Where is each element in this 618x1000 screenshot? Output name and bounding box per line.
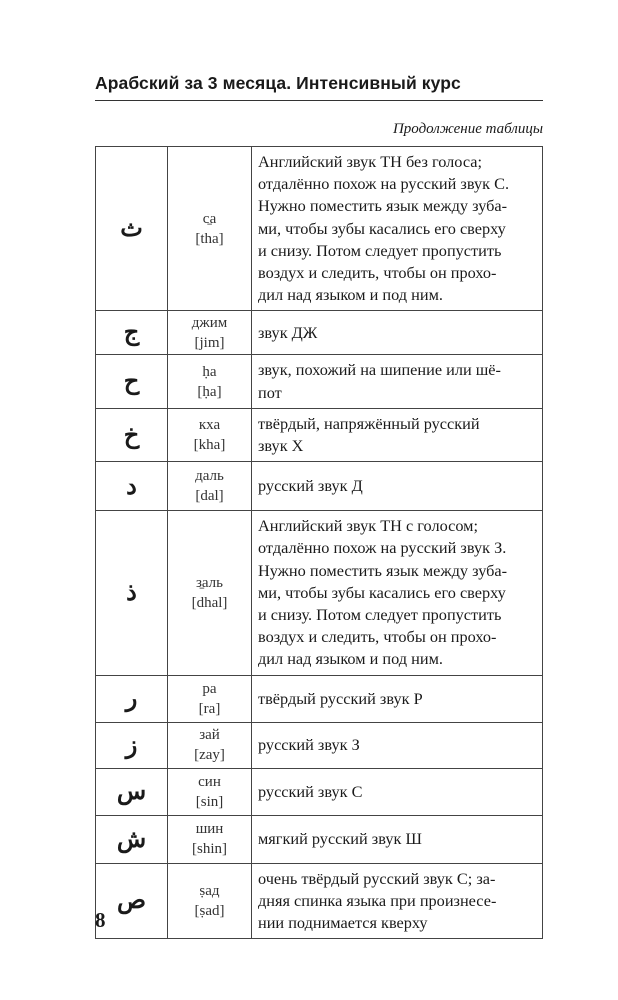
- letter-name-cell: [168, 675, 252, 722]
- letter-transliteration: [zay]: [194, 747, 225, 764]
- arabic-letter: ص: [96, 863, 168, 939]
- table-row: [96, 863, 543, 939]
- sound-description: [252, 408, 543, 461]
- header-rule: [95, 100, 543, 101]
- letter-name: зай: [199, 727, 220, 744]
- description-line: воздух и следить, чтобы он прохо-: [258, 627, 497, 647]
- letter-name: ḥa: [202, 363, 217, 380]
- letter-transliteration: [jim]: [194, 334, 225, 351]
- table-row: [96, 768, 543, 815]
- sound-description: [252, 768, 543, 815]
- arabic-alphabet-table: [95, 146, 543, 939]
- letter-transliteration: [kha]: [193, 437, 226, 454]
- letter-name: з̱аль: [195, 574, 224, 591]
- letter-transliteration: [dal]: [195, 488, 224, 505]
- letter-name-cell: [168, 511, 252, 675]
- table-row: [96, 815, 543, 863]
- letter-name: джим: [191, 314, 228, 331]
- description-line: Английский звук TH без голоса;: [258, 152, 483, 171]
- table-row: [96, 147, 543, 311]
- arabic-letter: ذ: [96, 511, 168, 675]
- description-line: и снизу. Потом следует пропустить: [258, 605, 502, 625]
- description-line: отдалённо похож на русский звук С.: [258, 174, 510, 194]
- letter-name-cell: [168, 815, 252, 863]
- table-row: [96, 675, 543, 722]
- letter-name-cell: [168, 355, 252, 408]
- arabic-letter: ز: [96, 722, 168, 768]
- description-line: звук, похожий на шипение или шё-: [258, 360, 501, 380]
- table-row: [96, 355, 543, 408]
- description-line: звук Х: [258, 436, 304, 456]
- sound-description: [252, 311, 543, 355]
- arabic-letter: د: [96, 462, 168, 511]
- sound-description: [252, 355, 543, 408]
- sound-description: [252, 511, 543, 675]
- letter-name: син: [198, 773, 221, 790]
- description-line: дняя спинка языка при произнесе-: [258, 890, 497, 910]
- description-line: Английский звук TH с голосом;: [258, 516, 479, 536]
- description-line: ми, чтобы зубы касались его сверху: [258, 218, 506, 238]
- arabic-letter: ح: [96, 355, 168, 408]
- letter-name-cell: [168, 147, 252, 311]
- description-line: звук ДЖ: [258, 322, 318, 342]
- arabic-letter: خ: [96, 408, 168, 461]
- description-line: воздух и следить, чтобы он прохо-: [258, 263, 497, 283]
- description-line: мягкий русский звук Ш: [258, 829, 422, 849]
- description-line: твёрдый, напряжённый русский: [258, 413, 480, 433]
- table-row: [96, 408, 543, 461]
- letter-name: шин: [195, 821, 224, 838]
- arabic-letter: ج: [96, 311, 168, 355]
- description-line: очень твёрдый русский звук С; за-: [258, 868, 496, 888]
- letter-name: ра: [202, 680, 217, 697]
- description-line: русский звук С: [258, 781, 363, 801]
- letter-transliteration: [dhal]: [191, 594, 228, 611]
- letter-transliteration: [shin]: [192, 841, 227, 858]
- sound-description: [252, 863, 543, 939]
- letter-name-cell: [168, 311, 252, 355]
- table-row: [96, 722, 543, 768]
- sound-description: [252, 722, 543, 768]
- description-line: русский звук Д: [258, 476, 363, 496]
- letter-name: с̱а: [202, 210, 217, 227]
- table-continuation-label: Продолжение таблицы: [392, 121, 543, 137]
- description-line: нии поднимается кверху: [258, 913, 428, 933]
- description-line: твёрдый русский звук Р: [258, 688, 423, 708]
- running-head-title: Арабский за 3 месяца. Интенсивный курс: [95, 73, 461, 93]
- letter-transliteration: [ra]: [198, 700, 221, 717]
- description-line: дил над языком и под ним.: [258, 285, 443, 305]
- table-row: [96, 462, 543, 511]
- letter-name: кха: [198, 417, 221, 434]
- table-row: [96, 511, 543, 675]
- arabic-letter: ش: [96, 815, 168, 863]
- description-line: и снизу. Потом следует пропустить: [258, 240, 502, 260]
- letter-transliteration: [sin]: [195, 793, 224, 810]
- description-line: отдалённо похож на русский звук З.: [258, 538, 507, 558]
- sound-description: [252, 675, 543, 722]
- arabic-letter: ر: [96, 675, 168, 722]
- description-line: пот: [258, 382, 282, 402]
- table-row: [96, 311, 543, 355]
- page-number: 8: [95, 908, 106, 932]
- description-line: Нужно поместить язык между зуба-: [258, 560, 508, 580]
- sound-description: [252, 147, 543, 311]
- letter-transliteration: [tha]: [195, 230, 224, 247]
- letter-name-cell: [168, 768, 252, 815]
- description-line: дил над языком и под ним.: [258, 649, 443, 669]
- letter-transliteration: [ḥa]: [197, 383, 222, 400]
- description-line: русский звук З: [258, 735, 360, 755]
- arabic-letter: ث: [96, 147, 168, 311]
- arabic-letter: س: [96, 768, 168, 815]
- letter-name: даль: [195, 468, 224, 485]
- letter-transliteration: [ṣad]: [194, 902, 225, 919]
- description-line: Нужно поместить язык между зуба-: [258, 196, 508, 216]
- sound-description: [252, 462, 543, 511]
- letter-name-cell: [168, 863, 252, 939]
- letter-name: ṣад: [199, 882, 220, 899]
- sound-description: [252, 815, 543, 863]
- letter-name-cell: [168, 722, 252, 768]
- description-line: ми, чтобы зубы касались его сверху: [258, 582, 506, 602]
- letter-name-cell: [168, 462, 252, 511]
- letter-name-cell: [168, 408, 252, 461]
